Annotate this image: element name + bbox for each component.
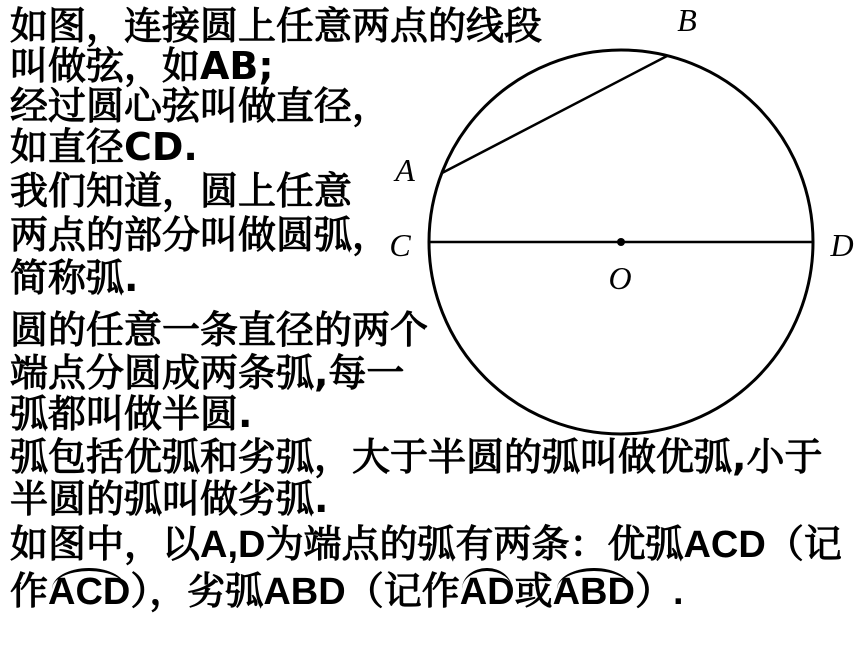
major-arc-notation bbox=[48, 572, 130, 611]
minor-arc-intro-text: ），劣弧 bbox=[130, 569, 264, 613]
text-line-2: 叫做弦，如AB; bbox=[10, 44, 274, 88]
text-line-5: 我们知道，圆上任意 bbox=[10, 169, 353, 213]
arc-count-text: 为端点的弧有两条：优弧 bbox=[265, 522, 684, 566]
point-label-o: O bbox=[608, 260, 632, 296]
notation-prefix-text: 作 bbox=[10, 569, 49, 613]
text-line-8: 圆的任意一条直径的两个 bbox=[10, 308, 429, 352]
text-line-13 bbox=[10, 522, 842, 566]
or-text: 或 bbox=[514, 569, 553, 613]
minor-arc-notation-short-letters: AD bbox=[459, 571, 515, 613]
notation-open-text-2: （记作 bbox=[345, 569, 460, 613]
arc-intro-text: 如图中，以 bbox=[10, 522, 201, 566]
major-arc-notation-letters: ACD bbox=[48, 571, 131, 613]
minor-arc-name: ABD bbox=[263, 571, 346, 613]
text-line-14 bbox=[10, 569, 684, 613]
point-label-c: C bbox=[389, 227, 411, 263]
text-line-7: 简称弧. bbox=[10, 256, 139, 300]
minor-arc-notation-long bbox=[553, 572, 635, 611]
text-line-3: 经过圆心弦叫做直径， bbox=[10, 84, 391, 128]
point-label-d: D bbox=[830, 227, 854, 263]
major-arc-name: ACD bbox=[683, 524, 766, 566]
minor-arc-notation-short bbox=[460, 572, 515, 611]
notation-open-text: （记 bbox=[765, 522, 842, 566]
point-label-a: A bbox=[395, 152, 415, 188]
text-line-10: 弧都叫做半圆. bbox=[10, 392, 253, 436]
point-label-b: B bbox=[677, 2, 697, 38]
text-line-6: 两点的部分叫做圆弧， bbox=[10, 213, 391, 257]
text-line-12: 半圆的弧叫做劣弧. bbox=[10, 477, 329, 521]
text-line-4: 如直径CD. bbox=[10, 125, 198, 169]
endpoints-label: A,D bbox=[200, 524, 266, 566]
minor-arc-notation-long-letters: ABD bbox=[552, 571, 635, 613]
text-line-9: 端点分圆成两条弧,每一 bbox=[10, 351, 405, 395]
notation-close-text: ）. bbox=[634, 571, 684, 613]
text-line-11: 弧包括优弧和劣弧，大于半圆的弧叫做优弧,小于 bbox=[10, 435, 823, 479]
text-line-1: 如图，连接圆上任意两点的线段 bbox=[10, 4, 543, 48]
